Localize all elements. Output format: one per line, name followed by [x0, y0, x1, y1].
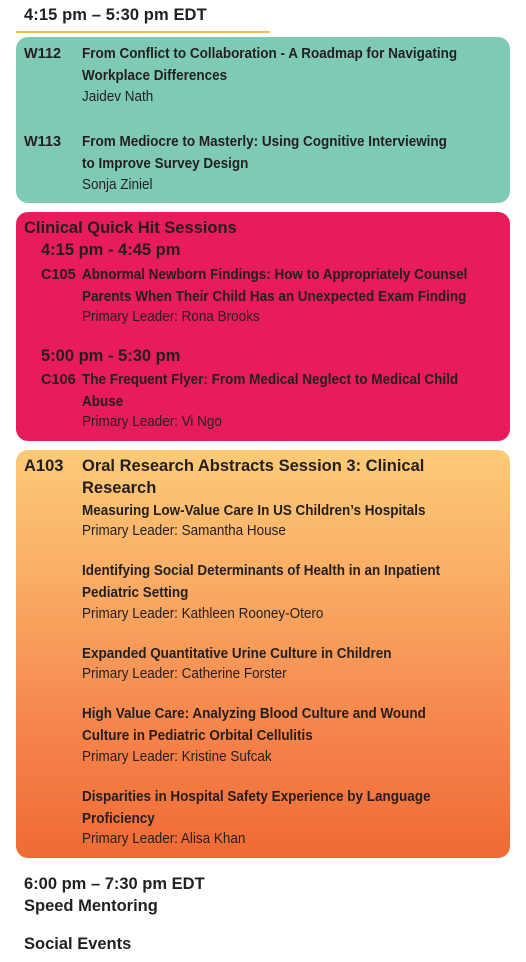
session-title-w112-line2: Workplace Differences — [82, 68, 228, 84]
session-title-c105-line1: Abnormal Newborn Findings: How to Appropriately Counsel — [82, 267, 468, 283]
abstracts-heading-line2: Research — [82, 479, 157, 497]
session-leader-w113: Sonja Ziniel — [82, 177, 153, 193]
abstract-title-5-line1: Disparities in Hospital Safety Experience by Language — [82, 789, 431, 805]
session-code-w113: W113 — [24, 134, 62, 150]
session-leader-c105: Primary Leader: Rona Brooks — [82, 309, 260, 325]
abstract-title-3: Expanded Quantitative Urine Culture in Children — [82, 646, 392, 662]
evening-time: 6:00 pm – 7:30 pm EDT — [24, 875, 205, 893]
abstract-leader-3: Primary Leader: Catherine Forster — [82, 666, 287, 682]
session-code-w112: W112 — [24, 46, 62, 62]
session-title-w112-line1: From Conflict to Collaboration - A Roadmap for Navigating — [82, 46, 458, 62]
abstract-leader-5: Primary Leader: Alisa Khan — [82, 831, 246, 847]
session-title-w113-line1: From Mediocre to Masterly: Using Cognitive Interviewing — [82, 134, 447, 150]
abstract-leader-1: Primary Leader: Samantha House — [82, 523, 286, 539]
session-leader-c106: Primary Leader: Vi Ngo — [82, 414, 222, 430]
abstract-leader-2: Primary Leader: Kathleen Rooney-Otero — [82, 606, 324, 622]
session-code-a103: A103 — [24, 457, 64, 475]
session-leader-w112: Jaidev Nath — [82, 89, 154, 105]
social-events-label: Social Events — [24, 935, 132, 953]
clinical-time-2: 5:00 pm - 5:30 pm — [41, 347, 181, 365]
speed-mentoring-label: Speed Mentoring — [24, 897, 158, 915]
abstract-leader-4: Primary Leader: Kristine Sufcak — [82, 749, 272, 765]
clinical-heading: Clinical Quick Hit Sessions — [24, 219, 237, 237]
session-code-c105: C105 — [41, 267, 76, 283]
abstracts-heading-line1: Oral Research Abstracts Session 3: Clinical — [82, 457, 425, 475]
session-title-c106-line2: Abuse — [82, 394, 124, 410]
session-title-c105-line2: Parents When Their Child Has an Unexpected Exam Finding — [82, 289, 467, 305]
session-title-w113-line2: to Improve Survey Design — [82, 156, 249, 172]
session-time-header: 4:15 pm – 5:30 pm EDT — [24, 6, 207, 24]
abstract-title-4-line2: Culture in Pediatric Orbital Cellulitis — [82, 728, 313, 744]
header-divider — [16, 31, 270, 33]
abstract-title-2-line2: Pediatric Setting — [82, 585, 189, 601]
session-code-c106: C106 — [41, 372, 76, 388]
abstract-title-4-line1: High Value Care: Analyzing Blood Culture and Wound — [82, 706, 426, 722]
abstract-title-5-line2: Proficiency — [82, 811, 155, 827]
abstract-title-1: Measuring Low-Value Care In US Children’s Hospitals — [82, 503, 426, 519]
clinical-time-1: 4:15 pm - 4:45 pm — [41, 241, 181, 259]
session-title-c106-line1: The Frequent Flyer: From Medical Neglect to Medical Child — [82, 372, 459, 388]
abstract-title-2-line1: Identifying Social Determinants of Health in an Inpatient — [82, 563, 441, 579]
